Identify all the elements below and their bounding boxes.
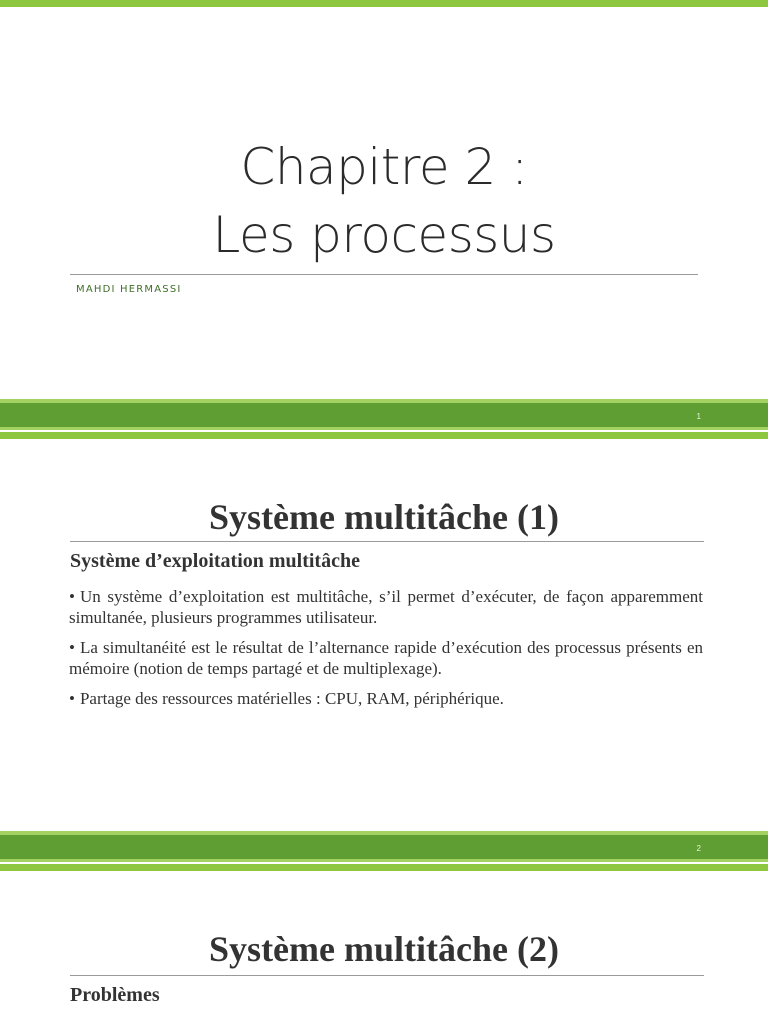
- title-divider: [70, 274, 698, 275]
- bullet-list: [69, 586, 703, 718]
- slide-title: Système multitâche (2): [209, 929, 559, 969]
- bullet-text: Un système d’exploitation est multitâche, s’il permet d’exécuter, de façon apparemment simultanée, plusieurs programmes utilisateur.: [69, 587, 703, 627]
- footer-bar: [0, 835, 768, 859]
- subheading: Problèmes: [70, 984, 160, 1006]
- bullet-symbol: •: [69, 689, 75, 708]
- bullet-item: [69, 688, 703, 709]
- page-number: 2: [696, 844, 701, 853]
- title-divider: [70, 541, 704, 542]
- footer-bottom-bar: [0, 427, 768, 430]
- bullet-text: Partage des ressources matérielles : CPU, RAM, périphérique.: [79, 689, 504, 708]
- slide-title-line-1: Chapitre 2 :: [240, 138, 528, 196]
- top-accent-bar: [0, 864, 768, 871]
- slide-2: [0, 432, 768, 864]
- bullet-symbol: •: [69, 587, 75, 606]
- subheading: Système d’exploitation multitâche: [70, 550, 360, 572]
- footer-bar: [0, 403, 768, 427]
- bullet-item: [69, 586, 703, 628]
- author-name: MAHDI HERMASSI: [76, 284, 182, 295]
- slide-title: Système multitâche (1): [209, 497, 559, 537]
- page-number: 1: [696, 412, 701, 421]
- title-divider: [70, 975, 704, 976]
- top-accent-bar: [0, 0, 768, 7]
- slide-3: [0, 864, 768, 1024]
- footer-bottom-bar: [0, 859, 768, 862]
- bullet-symbol: •: [69, 638, 75, 657]
- slide-1: [0, 0, 768, 432]
- top-accent-bar: [0, 432, 768, 439]
- bullet-text: La simultanéité est le résultat de l’alternance rapide d’exécution des processus présents en mémoire (notion de temps partagé et de multiplexage).: [69, 638, 703, 678]
- bullet-item: [69, 637, 703, 679]
- slide-title-line-2: Les processus: [212, 206, 556, 264]
